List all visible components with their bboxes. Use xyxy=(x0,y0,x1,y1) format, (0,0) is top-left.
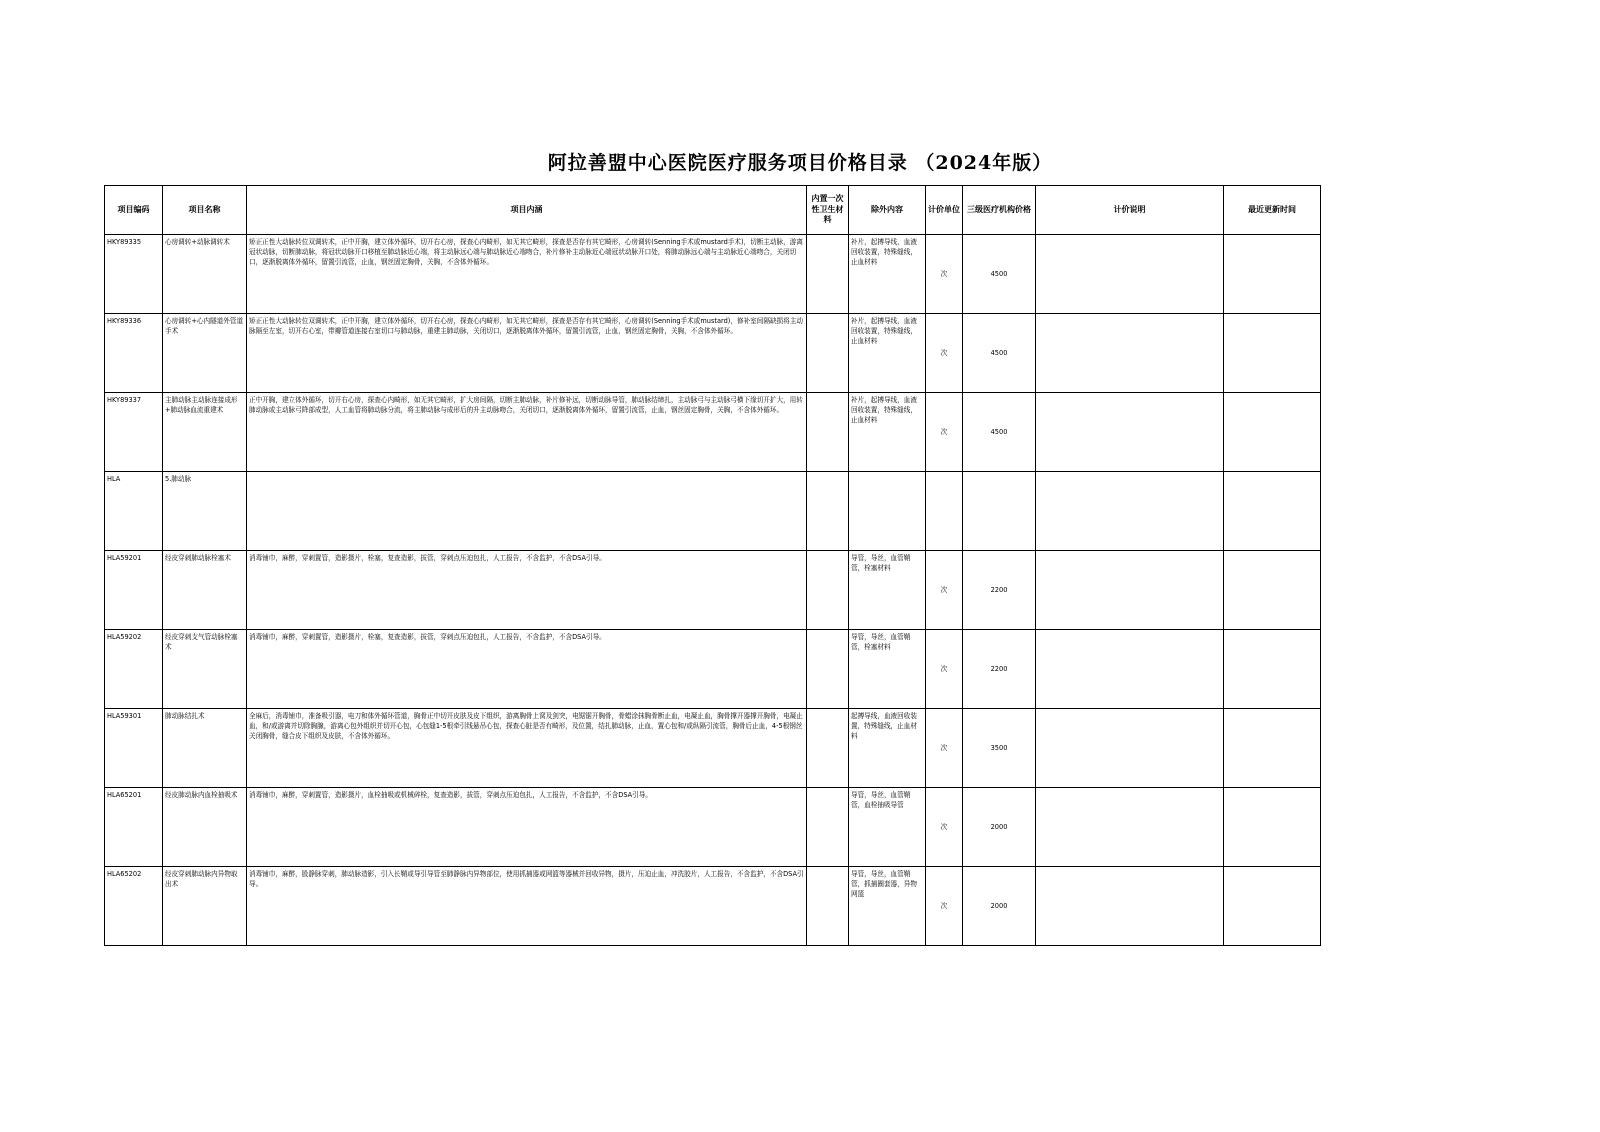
cell-material xyxy=(807,630,849,709)
cell-code: HLA59301 xyxy=(105,709,163,788)
cell-updated xyxy=(1224,630,1321,709)
cell-excluded: 补片，起搏导线，血液回收装置，特殊缝线，止血材料 xyxy=(849,235,926,314)
cell-updated xyxy=(1224,551,1321,630)
cell-updated xyxy=(1224,788,1321,867)
cell-name: 心房调转+动脉调转术 xyxy=(163,235,247,314)
cell-note xyxy=(1036,235,1224,314)
cell-material xyxy=(807,709,849,788)
cell-note xyxy=(1036,867,1224,946)
cell-material xyxy=(807,551,849,630)
cell-material xyxy=(807,788,849,867)
cell-note xyxy=(1036,314,1224,393)
cell-excluded xyxy=(849,472,926,551)
document-title: 阿拉善盟中心医院医疗服务项目价格目录 （2024年版） xyxy=(547,152,1053,174)
cell-unit: 次 xyxy=(926,393,963,472)
cell-name: 经皮肺动脉内血栓抽吸术 xyxy=(163,788,247,867)
cell-unit xyxy=(926,472,963,551)
cell-excluded: 导管，导丝，血管鞘管，栓塞材料 xyxy=(849,551,926,630)
cell-price: 4500 xyxy=(963,393,1036,472)
cell-code: HLA65201 xyxy=(105,788,163,867)
cell-price: 2000 xyxy=(963,788,1036,867)
cell-material xyxy=(807,235,849,314)
cell-unit: 次 xyxy=(926,788,963,867)
cell-unit: 次 xyxy=(926,551,963,630)
cell-material xyxy=(807,867,849,946)
table-row xyxy=(105,867,1321,946)
cell-name: 心房调转+心内隧道外管道手术 xyxy=(163,314,247,393)
cell-code: HKY89335 xyxy=(105,235,163,314)
cell-name: 经皮穿刺肺动脉栓塞术 xyxy=(163,551,247,630)
cell-content xyxy=(247,472,807,551)
cell-content: 消毒铺巾，麻醉，穿刺置管，造影摄片，血栓抽吸或机械碎栓，复查造影，拔管，穿刺点压迫包扎，人工报告，不含监护，不含DSA引导。 xyxy=(247,788,807,867)
cell-note xyxy=(1036,393,1224,472)
cell-price: 3500 xyxy=(963,709,1036,788)
cell-code: HLA59202 xyxy=(105,630,163,709)
table-header-row xyxy=(105,186,1321,235)
cell-code: HLA65202 xyxy=(105,867,163,946)
cell-unit: 次 xyxy=(926,235,963,314)
header-excluded: 除外内容 xyxy=(849,186,926,235)
cell-name: 经皮穿刺支气管动脉栓塞术 xyxy=(163,630,247,709)
table-row xyxy=(105,788,1321,867)
table-row xyxy=(105,472,1321,551)
cell-updated xyxy=(1224,393,1321,472)
table-row xyxy=(105,551,1321,630)
cell-material xyxy=(807,472,849,551)
cell-name: 5.肺动脉 xyxy=(163,472,247,551)
cell-content: 矫正正性大动脉转位双调转术，正中开胸，建立体外循环，切开右心房，探查心内畸形，如无其它畸形，探查是否存有其它畸形，心房调转(Senning手术或mustard)，修补室间隔缺损将主动脉隔至左室，切开右心室，带瓣管道连接右室切口与肺动脉，重建主肺动脉，关闭切口，逐渐脱离体外循环，留置引流管，止血，钢丝固定胸骨，关胸，不含体外循环。 xyxy=(247,314,807,393)
cell-note xyxy=(1036,630,1224,709)
price-table xyxy=(104,185,1321,946)
table-row xyxy=(105,393,1321,472)
cell-name: 经皮穿刺肺动脉内异物取出术 xyxy=(163,867,247,946)
cell-material xyxy=(807,314,849,393)
cell-excluded: 起搏导线，血液回收装置，特殊缝线，止血材料 xyxy=(849,709,926,788)
table-row xyxy=(105,630,1321,709)
cell-code: HLA xyxy=(105,472,163,551)
table-row xyxy=(105,709,1321,788)
cell-price: 2200 xyxy=(963,551,1036,630)
cell-note xyxy=(1036,472,1224,551)
cell-note xyxy=(1036,551,1224,630)
header-price: 三级医疗机构价格 xyxy=(963,186,1036,235)
cell-content: 消毒铺巾，麻醉，股静脉穿刺，肺动脉造影，引入长鞘或导引导管至肺静脉内异物部位，使用抓捕器或网篮等器械并回收异物，摄片，压迫止血，冲洗胶片，人工报告，不含监护，不含DSA引导。 xyxy=(247,867,807,946)
cell-material xyxy=(807,393,849,472)
cell-content: 全麻后，消毒铺巾，准备吸引器，电刀和体外循环管道，胸骨正中切开皮肤及皮下组织，游离胸骨上窝及剑突，电锯锯开胸骨，骨蜡涂抹胸骨断止血，电凝止血，胸骨撑开器撑开胸骨，电凝止血，和/或游离并切除胸腺，游离心包外组织并切开心包，心包缝1-5根牵引线悬吊心包，探查心脏是否有畸形，及位置，结扎肺动脉，止血，置心包和/或纵隔引流管，胸骨后止血，4-5根钢丝关闭胸骨，缝合皮下组织及皮肤，不含体外循环。 xyxy=(247,709,807,788)
table-row xyxy=(105,235,1321,314)
header-content: 项目内涵 xyxy=(247,186,807,235)
table-row xyxy=(105,314,1321,393)
cell-updated xyxy=(1224,867,1321,946)
cell-updated xyxy=(1224,314,1321,393)
cell-excluded: 补片，起搏导线，血液回收装置，特殊缝线，止血材料 xyxy=(849,314,926,393)
cell-name: 肺动脉结扎术 xyxy=(163,709,247,788)
cell-price: 2000 xyxy=(963,867,1036,946)
cell-content: 矫正正性大动脉转位双调转术，正中开胸，建立体外循环，切开右心房，探查心内畸形，如无其它畸形，探查是否存有其它畸形，心房调转(Senning手术或mustard手术)，切断主动脉，游离冠状动脉，切断肺动脉，将冠状动脉开口移植至肺动脉近心端，将主动脉远心端与肺动脉近心端吻合，补片修补主动脉近心端冠状动脉开口处，将肺动脉远心端与主动脉近心端吻合，关闭切口，逐渐脱离体外循环，留置引流管，止血，钢丝固定胸骨，关胸，不含体外循环。 xyxy=(247,235,807,314)
cell-content: 消毒铺巾，麻醉，穿刺置管，造影摄片，栓塞，复查造影，拔管，穿刺点压迫包扎，人工报告，不含监护，不含DSA引导。 xyxy=(247,630,807,709)
cell-unit: 次 xyxy=(926,314,963,393)
cell-excluded: 导管，导丝，血管鞘管，栓塞材料 xyxy=(849,630,926,709)
cell-price xyxy=(963,472,1036,551)
cell-content: 正中开胸，建立体外循环，切开右心房，探查心内畸形，如无其它畸形，扩大房间隔，切断主肺动脉，补片修补远，切断动脉导管，肺动脉结缔扎，主动脉弓与主动脉弓横下缘切开扩大，用转肺动脉或主动脉弓降部成型，人工血管将肺动脉分流，将主肺动脉与成形后的升主动脉吻合，关闭切口，逐渐脱离体外循环，留置引流管，止血，钢丝固定胸骨，关胸，不含体外循环。 xyxy=(247,393,807,472)
header-code: 项目编码 xyxy=(105,186,163,235)
cell-excluded: 导管，导丝，血管鞘管，抓捕圈套器，异物网篮 xyxy=(849,867,926,946)
cell-unit: 次 xyxy=(926,867,963,946)
cell-name: 主肺动脉主动脉连接成形+肺动脉血流重建术 xyxy=(163,393,247,472)
header-name: 项目名称 xyxy=(163,186,247,235)
cell-price: 4500 xyxy=(963,235,1036,314)
cell-updated xyxy=(1224,472,1321,551)
cell-updated xyxy=(1224,235,1321,314)
cell-price: 2200 xyxy=(963,630,1036,709)
cell-note xyxy=(1036,709,1224,788)
cell-code: HKY89336 xyxy=(105,314,163,393)
cell-content: 消毒铺巾，麻醉，穿刺置管，造影摄片，栓塞，复查造影，拔管，穿刺点压迫包扎，人工报告，不含监护，不含DSA引导。 xyxy=(247,551,807,630)
cell-excluded: 补片，起搏导线，血液回收装置，特殊缝线，止血材料 xyxy=(849,393,926,472)
cell-price: 4500 xyxy=(963,314,1036,393)
cell-note xyxy=(1036,788,1224,867)
header-unit: 计价单位 xyxy=(926,186,963,235)
cell-unit: 次 xyxy=(926,630,963,709)
cell-unit: 次 xyxy=(926,709,963,788)
header-updated: 最近更新时间 xyxy=(1224,186,1321,235)
cell-excluded: 导管，导丝，血管鞘管，血栓抽吸导管 xyxy=(849,788,926,867)
cell-code: HKY89337 xyxy=(105,393,163,472)
header-material: 内置一次性卫生材料 xyxy=(807,186,849,235)
header-note: 计价说明 xyxy=(1036,186,1224,235)
cell-code: HLA59201 xyxy=(105,551,163,630)
cell-updated xyxy=(1224,709,1321,788)
